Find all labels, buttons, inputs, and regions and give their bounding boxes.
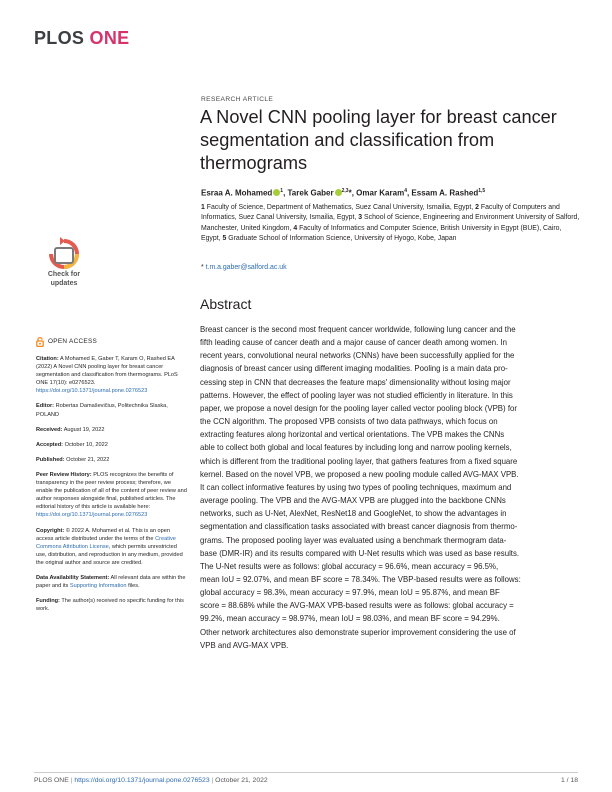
copyright-label: Copyright: bbox=[36, 527, 65, 534]
orcid-icon[interactable] bbox=[335, 189, 342, 196]
affiliation-number: 5 bbox=[222, 235, 227, 243]
affiliation-number: 2 bbox=[475, 204, 479, 211]
published-label: Published: bbox=[36, 456, 65, 463]
citation-block bbox=[36, 355, 188, 395]
author-affiliation-sup: 1 bbox=[280, 188, 284, 194]
data-availability-block bbox=[36, 574, 188, 590]
logo-plos: PLOS bbox=[34, 28, 85, 48]
data-availability-text-end: files. bbox=[128, 583, 140, 590]
abstract-line: The U-Net results were as follows: global accuracy = 96.6%, mean accuracy = 96.5%, bbox=[200, 561, 499, 571]
affiliation-number: 3 bbox=[358, 214, 363, 222]
data-availability-text: All relevant data are within the paper and its bbox=[36, 574, 186, 590]
check-for-updates-label[interactable] bbox=[34, 270, 94, 288]
abstract-line: mean IoU = 92.07%, and mean BF score = 78.34%. The VBP-based results were as follows: bbox=[200, 574, 521, 584]
abstract-body bbox=[200, 323, 586, 652]
accepted-block bbox=[36, 441, 188, 449]
author-affiliation-sup: 1,5 bbox=[478, 188, 486, 194]
check-updates-line2: updates bbox=[50, 280, 78, 287]
footer-separator: | bbox=[211, 777, 214, 784]
abstract-heading: Abstract bbox=[200, 296, 252, 312]
abstract-line: Other network architectures also demonstrate superior improvement considering the use of bbox=[200, 627, 516, 637]
paper-title: A Novel CNN pooling layer for breast cancer segmentation and classification from thermograms bbox=[200, 107, 557, 173]
author-separator: , bbox=[406, 188, 412, 198]
abstract-line: VPB and AVG-MAX VPB. bbox=[200, 640, 289, 650]
corresponding-marker: * bbox=[348, 188, 352, 198]
journal-logo bbox=[34, 28, 129, 49]
abstract-line: It can collect informative features by using two types of pooling techniques, maximum and bbox=[200, 482, 512, 492]
abstract-line: able to collect both global and local features by including long and narrow pooling kernels, bbox=[200, 443, 512, 453]
published-date: October 21, 2022 bbox=[66, 456, 110, 463]
open-access-row bbox=[36, 337, 188, 347]
author-affiliation-sup: 4 bbox=[404, 188, 407, 194]
affiliation-number: 1 bbox=[201, 204, 205, 211]
check-updates-line1: Check for bbox=[47, 271, 81, 278]
author-name: Omar Karam bbox=[356, 188, 405, 198]
abstract-line: score = 88.68% while the AVG-MAX VPB-based results were as follows: global accuracy = bbox=[200, 601, 514, 611]
abstract-line: extracting features along horizontal and vertical orientations. The VPB makes the CNNs bbox=[200, 430, 505, 440]
author-separator: , bbox=[351, 188, 357, 198]
supporting-information-link[interactable]: Supporting Information bbox=[69, 583, 127, 590]
received-block bbox=[36, 426, 188, 434]
open-access-label: OPEN ACCESS bbox=[48, 337, 98, 345]
abstract-line: networks, such as U-Net, AlexNet, ResNet18 and GoogleNet, to show the advantages in bbox=[200, 509, 507, 519]
peer-review-label: Peer Review History: bbox=[36, 471, 92, 478]
author-name: Esraa A. Mohamed bbox=[201, 188, 273, 198]
corresponding-email-link[interactable]: t.m.a.gaber@salford.ac.uk bbox=[205, 264, 287, 271]
logo-one: ONE bbox=[89, 28, 130, 48]
article-type: RESEARCH ARTICLE bbox=[201, 96, 274, 103]
editor-block bbox=[36, 402, 188, 418]
corresponding-email-line bbox=[201, 264, 287, 271]
affiliation-text: Faculty of Computers and Informatics, Suez Canal University, Ismailia, Egypt, bbox=[201, 204, 560, 222]
affiliations bbox=[201, 203, 581, 245]
abstract-line: recent years, convolutional neural networks (CNNs) have been successfully applied for the bbox=[200, 351, 515, 361]
affiliation-text: Faculty of Informatics and Computer Science, British University in Egypt (BUE), Cairo, Egypt, bbox=[201, 224, 562, 243]
received-label: Received: bbox=[36, 426, 63, 433]
footer-doi-link[interactable]: https://doi.org/10.1371/journal.pone.0276523 bbox=[74, 777, 210, 784]
author-separator: , bbox=[283, 188, 288, 198]
received-date: August 19, 2022 bbox=[63, 426, 105, 433]
footer-journal: PLOS ONE bbox=[34, 777, 69, 784]
copyright-text: © 2022 A. Mohamed et al. This is an open access article distributed under the terms of the bbox=[36, 527, 170, 542]
license-link[interactable]: Creative Commons Attribution License bbox=[36, 535, 176, 550]
abstract-line: paper, we propose a novel design for the pooling layer called vector pooling block (VPB) for bbox=[200, 403, 517, 413]
funding-label: Funding: bbox=[36, 598, 60, 605]
accepted-label: Accepted: bbox=[36, 441, 64, 448]
funding-text: The author(s) received no specific funding for this work. bbox=[36, 598, 184, 613]
footer-separator: | bbox=[70, 777, 73, 784]
abstract-line: the CCN algorithm. The proposed VPB consists of two data pathways, which focus on bbox=[200, 417, 498, 427]
affiliation-text: Graduate School of Information Science, University of Hyogo, Kobe, Japan bbox=[228, 235, 457, 243]
footer-divider bbox=[34, 772, 578, 773]
sidebar bbox=[36, 337, 188, 620]
author-list bbox=[201, 186, 581, 199]
affiliation-number: 4 bbox=[293, 224, 298, 232]
abstract-line: average pooling. The VPB and the AVG-MAX VPB are plugged into the backbone CNNs bbox=[200, 496, 506, 506]
abstract-line: fifth leading cause of cancer death and a major cause of cancer death among women. In bbox=[200, 338, 507, 348]
open-access-lock-icon bbox=[36, 337, 44, 347]
corresponding-marker: * bbox=[201, 264, 204, 271]
abstract-line: segmentation and classification tasks associated with breast cancer diagnosis from thermo- bbox=[200, 522, 518, 532]
author-name: Tarek Gaber bbox=[287, 188, 334, 198]
funding-block bbox=[36, 597, 188, 613]
editor-label: Editor: bbox=[36, 403, 55, 410]
abstract-line: 99.2%, mean accuracy = 98.97%, mean IoU = 98.03%, and mean BF score = 94.29%. bbox=[200, 614, 500, 624]
abstract-line: Breast cancer is the second most frequent cancer worldwide, following lung cancer and the bbox=[200, 325, 516, 334]
data-availability-label: Data Availability Statement: bbox=[36, 574, 110, 581]
published-block bbox=[36, 456, 188, 464]
page-number: 1 / 18 bbox=[560, 777, 578, 784]
abstract-line: diagnosis of breast cancer using different imaging modalities. Pooling is a main data pro- bbox=[200, 364, 508, 374]
citation-doi-link[interactable]: https://doi.org/10.1371/journal.pone.0276523 bbox=[36, 388, 148, 395]
author-name: Essam A. Rashed bbox=[411, 188, 479, 198]
copyright-text-end: , which permits unrestricted use, distribution, and reproduction in any medium, provided the original author and source are credited. bbox=[36, 543, 183, 566]
abstract-line: patterns. However, the effect of pooling layer was not studied efficiently in literature. In this bbox=[200, 390, 513, 400]
abstract-line: grams. The proposed pooling layer was evaluated using a benchmark thermogram data- bbox=[200, 535, 507, 545]
peer-review-text: PLOS recognizes the benefits of transparency in the peer review process; therefore, we enable the publication of all of the content of peer review and author responses alongside final, published articles. The editorial history of this article is available here: bbox=[36, 471, 187, 511]
author-affiliation-sup: 2,3 bbox=[341, 188, 349, 194]
accepted-date: October 10, 2022 bbox=[64, 441, 108, 448]
abstract-line: global accuracy = 98.3%, mean accuracy = 97.9%, mean IoU = 95.87%, and mean BF bbox=[200, 588, 500, 598]
affiliation-text: School of Science, Engineering and Environment University of Salford, Manchester, United Kingdom, bbox=[201, 214, 580, 232]
page-footer bbox=[34, 777, 268, 784]
peer-review-block bbox=[36, 471, 188, 520]
footer-date: October 21, 2022 bbox=[215, 777, 268, 784]
peer-review-link[interactable]: https://doi.org/10.1371/journal.pone.0276523 bbox=[36, 512, 148, 519]
editor-text: Robertas Damaševičius, Politechnika Slaska, POLAND bbox=[36, 403, 168, 418]
copyright-block bbox=[36, 527, 188, 567]
affiliation-text: Faculty of Science, Department of Mathematics, Suez Canal University, Ismailia, Egypt, bbox=[206, 204, 474, 211]
abstract-line: cessing step in CNN that decreases the feature maps' dimensionality without losing major bbox=[200, 377, 511, 387]
abstract-line: base (DMR-IR) and its results compared with U-Net results which was used as base results. bbox=[200, 548, 520, 558]
citation-text: A Mohamed E, Gaber T, Karam O, Rashed EA (2022) A Novel CNN pooling layer for breast cancer segmentation and classification from thermograms. PLoS ONE 17(10): e0276523. bbox=[36, 356, 178, 387]
citation-label: Citation: bbox=[36, 356, 59, 362]
abstract-line: kernel. Based on the novel VPB, we proposed a new pooling module called AVG-MAX VPB. bbox=[200, 469, 519, 479]
abstract-line: which is different from the traditional pooling layer, that gathers features from a fixed square bbox=[200, 456, 518, 466]
